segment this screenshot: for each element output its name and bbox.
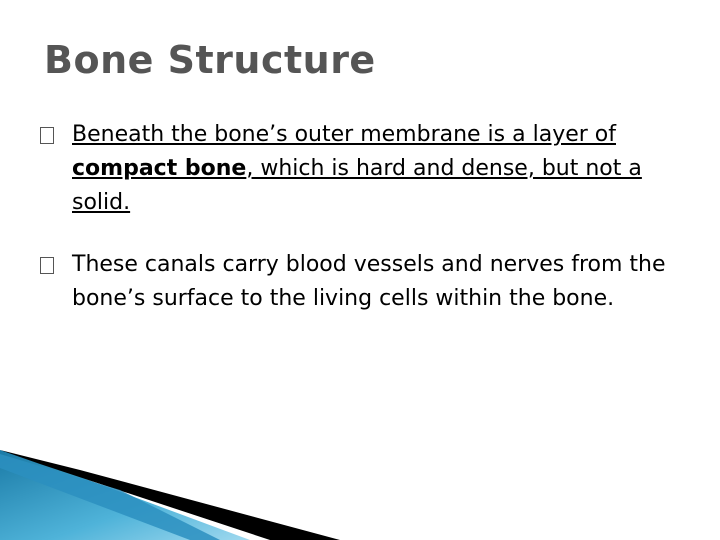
bullet-1-term-compact-bone: compact bone: [72, 156, 247, 181]
square-bullet-icon: [40, 127, 54, 144]
bullet-1-text-part-1: Beneath the bone’s outer membrane is a layer of: [72, 122, 616, 147]
bullet-item-1: [40, 118, 690, 220]
bullet-1-text-part-3: , which is hard and dense, but not a solid.: [72, 156, 642, 215]
decorative-corner-graphic: [0, 450, 340, 540]
bullet-item-2: [40, 248, 690, 316]
square-bullet-icon: [40, 257, 54, 274]
bullet-list: [40, 118, 690, 344]
slide-title: Bone Structure: [44, 38, 376, 82]
bullet-2-text: These canals carry blood vessels and nerves from the bone’s surface to the living cells within the bone.: [72, 252, 666, 311]
